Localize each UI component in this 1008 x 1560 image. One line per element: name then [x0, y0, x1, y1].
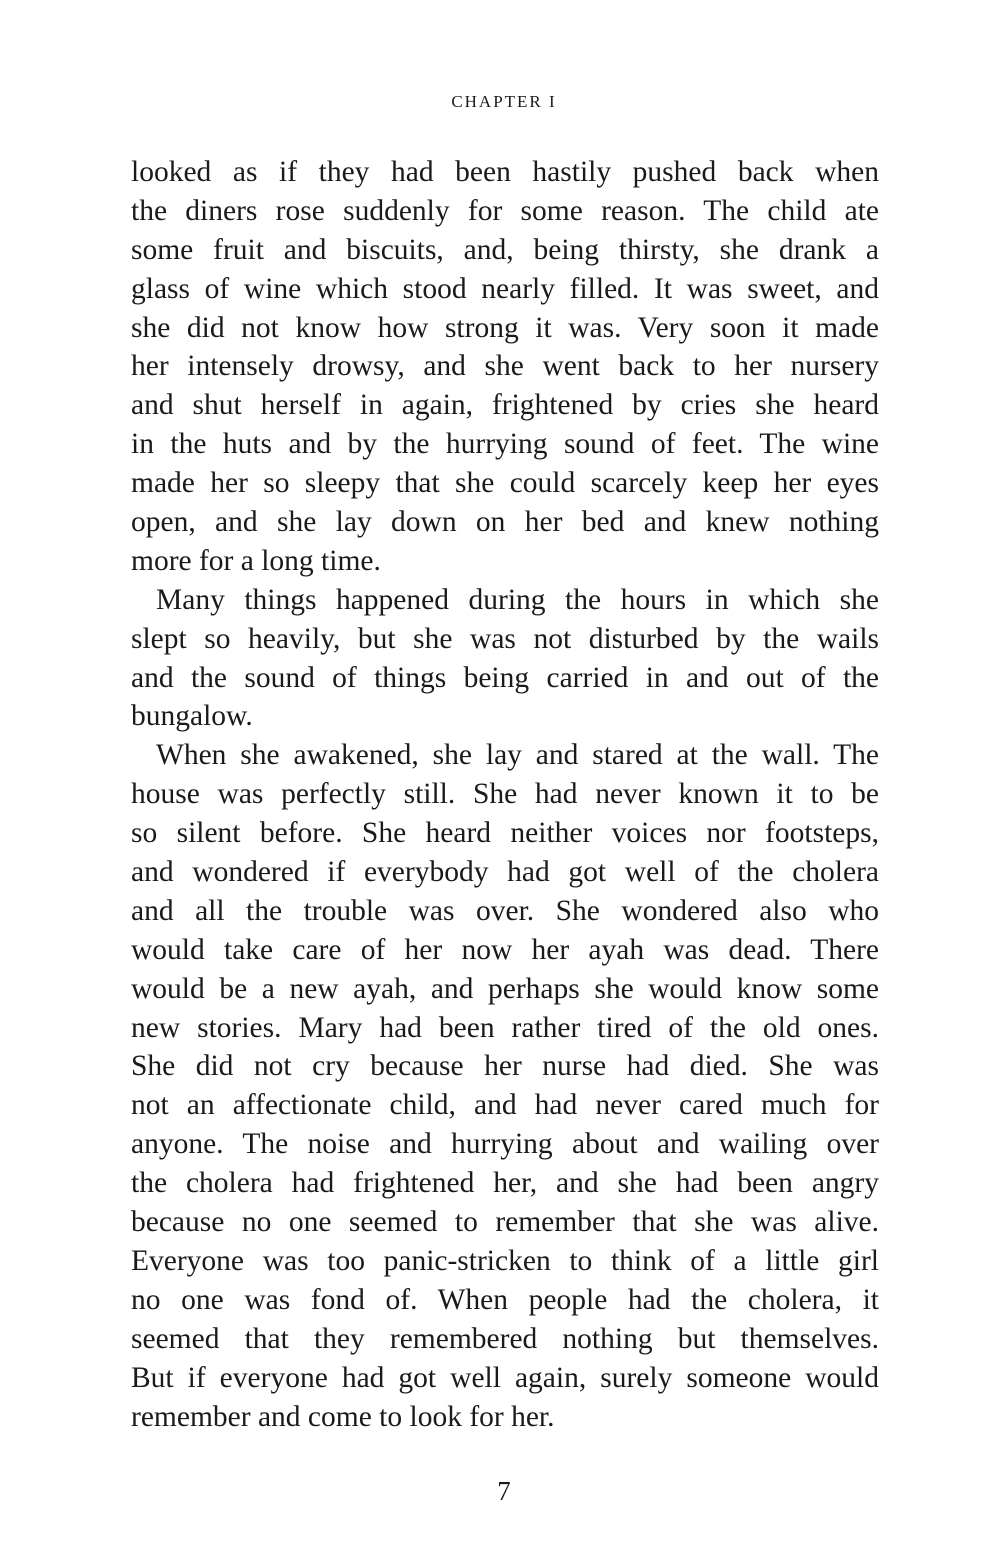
- text-line: more for a long time.: [131, 544, 381, 577]
- text-line: house was perfectly still. She had never known it to be: [131, 778, 879, 811]
- text-line: her intensely drowsy, and she went back to her nursery: [131, 350, 879, 383]
- text-line: When she awakened, she lay and stared at the wall. The: [156, 739, 879, 772]
- paragraph-1: [131, 153, 879, 581]
- running-head: CHAPTER I: [451, 92, 557, 111]
- body-text: [131, 153, 879, 1436]
- text-line: But if everyone had got well again, surely someone would: [131, 1361, 879, 1394]
- text-line: the diners rose suddenly for some reason. The child ate: [131, 194, 879, 227]
- text-line: seemed that they remembered nothing but themselves.: [131, 1322, 879, 1355]
- text-line: Many things happened during the hours in which she: [156, 583, 879, 616]
- paragraph-2: [131, 581, 879, 737]
- text-line: she did not know how strong it was. Very soon it made: [131, 311, 879, 344]
- text-line: so silent before. She heard neither voices nor footsteps,: [131, 817, 879, 850]
- text-line: slept so heavily, but she was not disturbed by the wails: [131, 622, 879, 655]
- text-line: remember and come to look for her.: [131, 1400, 555, 1433]
- text-line: not an affectionate child, and had never cared much for: [131, 1089, 879, 1122]
- text-line: anyone. The noise and hurrying about and wailing over: [131, 1128, 879, 1161]
- text-line: no one was fond of. When people had the cholera, it: [131, 1283, 879, 1316]
- text-line: and shut herself in again, frightened by cries she heard: [131, 389, 879, 422]
- page-number: 7: [497, 1476, 511, 1506]
- text-line: and all the trouble was over. She wondered also who: [131, 894, 879, 927]
- text-line: made her so sleepy that she could scarcely keep her eyes: [131, 467, 879, 500]
- text-line: would be a new ayah, and perhaps she would know some: [131, 972, 879, 1005]
- text-line: glass of wine which stood nearly filled. It was sweet, and: [131, 272, 879, 305]
- text-line: because no one seemed to remember that she was alive.: [131, 1206, 879, 1239]
- text-line: would take care of her now her ayah was dead. There: [131, 933, 879, 966]
- text-line: in the huts and by the hurrying sound of feet. The wine: [131, 428, 879, 461]
- text-line: and wondered if everybody had got well of the cholera: [131, 856, 879, 889]
- text-line: and the sound of things being carried in and out of the: [131, 661, 879, 694]
- text-line: some fruit and biscuits, and, being thirsty, she drank a: [131, 233, 879, 266]
- paragraph-3: [131, 736, 879, 1436]
- text-line: She did not cry because her nurse had died. She was: [131, 1050, 879, 1083]
- text-line: looked as if they had been hastily pushed back when: [131, 156, 879, 188]
- text-line: bungalow.: [131, 700, 253, 733]
- text-line: the cholera had frightened her, and she had been angry: [131, 1167, 879, 1200]
- text-line: Everyone was too panic-stricken to think of a little girl: [131, 1244, 879, 1277]
- text-line: new stories. Mary had been rather tired of the old ones.: [131, 1011, 879, 1044]
- text-line: open, and she lay down on her bed and knew nothing: [131, 506, 879, 539]
